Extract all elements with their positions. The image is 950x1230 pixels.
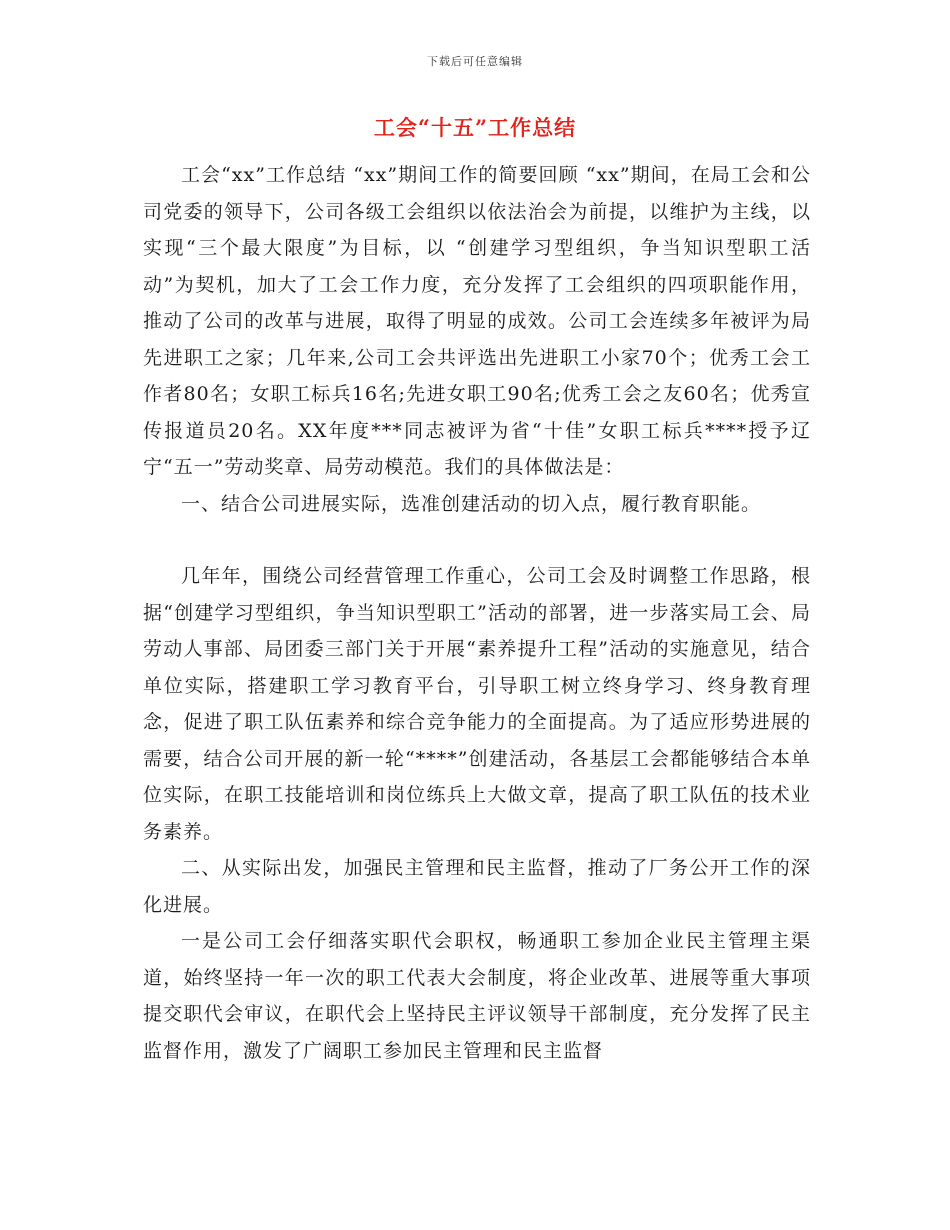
section-heading-1: 一、结合公司进展实际，选准创建活动的切入点，履行教育职能。 (181, 492, 762, 515)
paragraph-section-2: 一是公司工会仔细落实职代会职权，畅通职工参加企业民主管理主渠道，始终坚持一年一次的职工代表大会制度，将企业改革、进展等重大事项提交职代会审议，在职代会上坚持民主评议领导干部制度，充分发挥了民主监督作用，激发了广阔职工参加民主管理和民主监督 (143, 930, 811, 1062)
paragraph-intro: 工会“xx”工作总结 “xx”期间工作的简要回顾 “xx”期间，在局工会和公司党委的领导下，公司各级工会组织以依法治会为前提，以维护为主线，以实现“三个最大限度”为目标，以 “创建学习型组织，争当知识型职工活动”为契机，加大了工会工作力度，充分发挥了工会组织的四项职能作用，推动了公司的改革与进展，取得了明显的成效。公司工会连续多年被评为局先进职工之家；几年来,公司工会共评选出先进职工小家70个；优秀工会工作者80名；女职工标兵16名;先进女职工90名;优秀工会之友60名；优秀宣传报道员20名。XX年度***同志被评为省“十佳”女职工标兵****授予辽宁“五一”劳动奖章、局劳动模范。我们的具体做法是： (143, 164, 811, 478)
paragraph-section-1: 几年年，围绕公司经营管理工作重心，公司工会及时调整工作思路，根据“创建学习型组织，争当知识型职工”活动的部署，进一步落实局工会、局劳动人事部、局团委三部门关于开展“素养提升工程”活动的实施意见，结合单位实际，搭建职工学习教育平台，引导职工树立终身学习、终身教育理念，促进了职工队伍素养和综合竞争能力的全面提高。为了适应形势进展的需要，结合公司开展的新一轮“****”创建活动，各基层工会都能够结合本单位实际，在职工技能培训和岗位练兵上大做文章，提高了职工队伍的技术业务素养。 (143, 565, 811, 843)
page-header-note: 下载后可任意编辑 (427, 55, 523, 68)
document-title: 工会“十五”工作总结 (373, 115, 577, 140)
document-body (143, 157, 811, 1069)
section-heading-2: 二、从实际出发，加强民主管理和民主监督，推动了厂务公开工作的深化进展。 (143, 857, 811, 916)
